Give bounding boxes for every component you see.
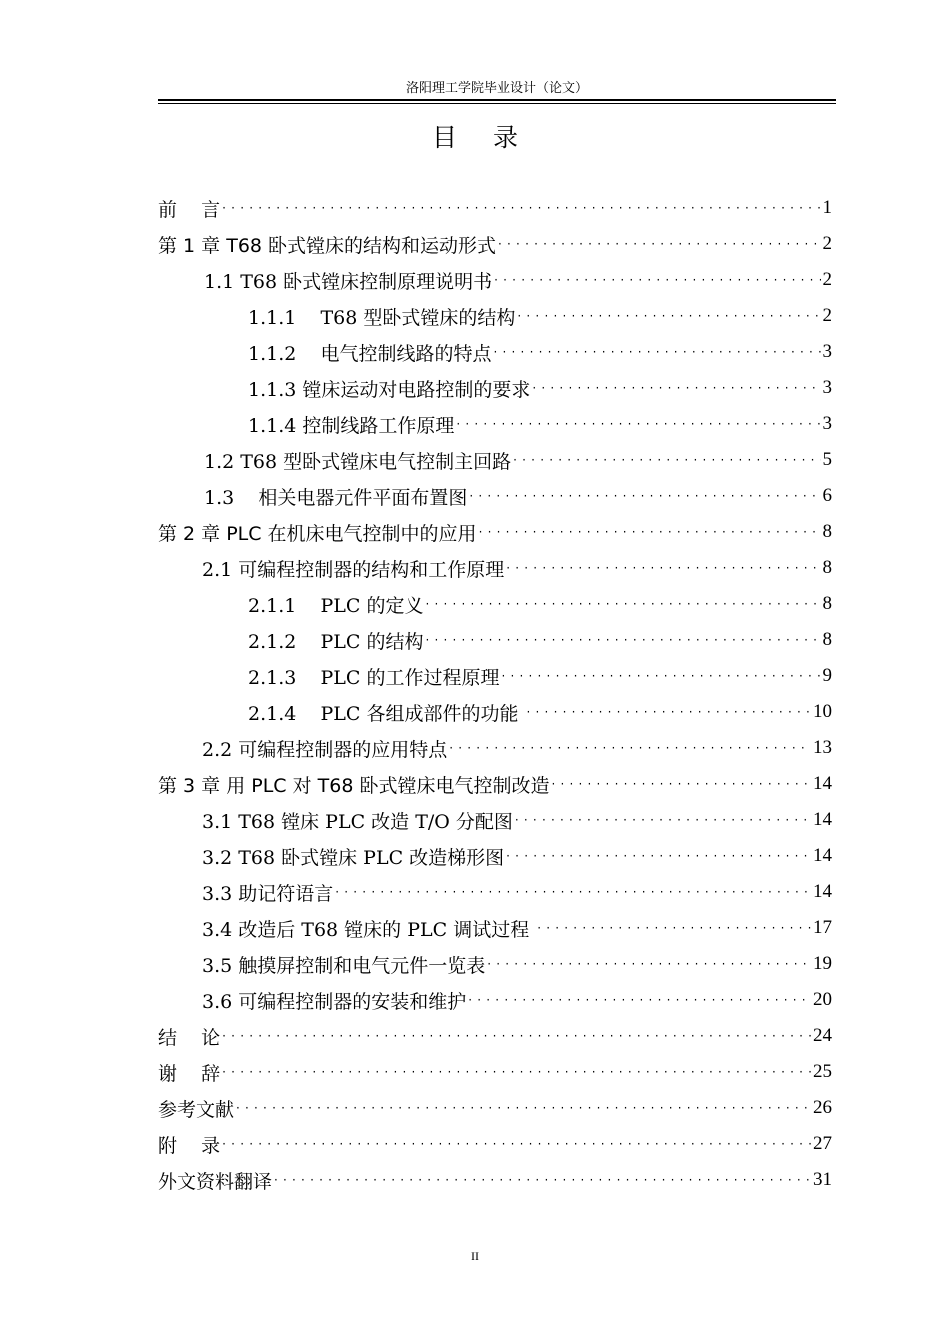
dot-leader (487, 946, 811, 982)
dot-leader (274, 1162, 811, 1198)
toc-entry-2-1-1[interactable] (158, 586, 832, 622)
dot-leader (425, 586, 820, 622)
dot-leader (517, 298, 820, 334)
toc-entry-page: 3 (822, 413, 832, 434)
toc-entry-page: 6 (822, 485, 832, 506)
toc-entry-label: 2.1 可编程控制器的结构和工作原理 (202, 558, 505, 581)
dot-leader (456, 406, 820, 442)
toc-entry-preface[interactable] (158, 190, 832, 226)
toc-entry-page: 5 (822, 449, 832, 470)
toc-entry-page: 8 (822, 629, 832, 650)
toc-entry-2-1-4[interactable] (158, 694, 832, 730)
toc-entry-3-3[interactable] (158, 874, 832, 910)
toc-entry-label: 3.6 可编程控制器的安装和维护 (202, 990, 467, 1013)
dot-leader (469, 478, 820, 514)
dot-leader (449, 730, 811, 766)
dot-leader (532, 370, 820, 406)
toc-entry-conclusion[interactable] (158, 1018, 832, 1054)
toc-entry-1-1-2[interactable] (158, 334, 832, 370)
toc-entry-label: 1.1.4 控制线路工作原理 (248, 414, 455, 437)
toc-entry-page: 3 (822, 377, 832, 398)
toc-entry-chapter-3[interactable] (158, 766, 832, 802)
running-header: 洛阳理工学院毕业设计（论文） (405, 81, 588, 96)
toc-entry-2-2[interactable] (158, 730, 832, 766)
toc-entry-page: 17 (813, 917, 832, 938)
toc-entry-label: 附 录 (158, 1134, 221, 1157)
toc-entry-page: 14 (813, 881, 832, 902)
header-rule-thick (158, 99, 836, 101)
toc-entry-2-1-3[interactable] (158, 658, 832, 694)
toc-entry-label: 3.4 改造后 T68 镗床的 PLC 调试过程 (202, 918, 536, 941)
toc-entry-1-1-4[interactable] (158, 406, 832, 442)
dot-leader (527, 694, 811, 730)
header-rule-thin (158, 103, 836, 104)
toc-entry-page: 27 (813, 1133, 832, 1154)
toc-entry-1-1[interactable] (158, 262, 832, 298)
toc-entry-page: 9 (822, 665, 832, 686)
toc-entry-3-4[interactable] (158, 910, 832, 946)
table-of-contents (158, 190, 832, 1198)
toc-entry-3-1[interactable] (158, 802, 832, 838)
dot-leader (551, 766, 811, 802)
toc-entry-page: 14 (813, 845, 832, 866)
dot-leader (494, 262, 820, 298)
toc-entry-1-2[interactable] (158, 442, 832, 478)
toc-entry-label: 1.1.3 镗床运动对电路控制的要求 (248, 378, 531, 401)
toc-entry-label: 外文资料翻译 (158, 1170, 273, 1193)
toc-entry-label: 3.2 T68 卧式镗床 PLC 改造梯形图 (202, 846, 505, 869)
toc-entry-page: 1 (822, 197, 832, 218)
dot-leader (425, 622, 820, 658)
toc-entry-label: 1.1.2 电气控制线路的特点 (248, 342, 492, 365)
dot-leader (236, 1090, 811, 1126)
toc-entry-page: 8 (822, 557, 832, 578)
toc-entry-label: 谢 辞 (158, 1062, 221, 1085)
toc-entry-label: 第 3 章 用 PLC 对 T68 卧式镗床电气控制改造 (158, 774, 550, 797)
toc-entry-page: 13 (813, 737, 832, 758)
toc-entry-page: 8 (822, 521, 832, 542)
dot-leader (498, 226, 820, 262)
toc-entry-translation[interactable] (158, 1162, 832, 1198)
toc-entry-label: 参考文献 (158, 1098, 235, 1121)
toc-entry-2-1-2[interactable] (158, 622, 832, 658)
toc-entry-label: 结 论 (158, 1026, 221, 1049)
toc-entry-appendix[interactable] (158, 1126, 832, 1162)
dot-leader (222, 1018, 811, 1054)
toc-entry-chapter-2[interactable] (158, 514, 832, 550)
toc-entry-1-3[interactable] (158, 478, 832, 514)
dot-leader (494, 334, 821, 370)
toc-title: 目 录 (432, 123, 532, 152)
page-number: II (471, 1249, 479, 1263)
toc-entry-3-2[interactable] (158, 838, 832, 874)
dot-leader (468, 982, 811, 1018)
toc-entry-label: 前 言 (158, 198, 221, 221)
toc-entry-page: 10 (813, 701, 832, 722)
toc-entry-label: 第 2 章 PLC 在机床电气控制中的应用 (158, 522, 477, 545)
toc-entry-page: 31 (813, 1169, 832, 1190)
toc-entry-label: 3.3 助记符语言 (202, 882, 334, 905)
toc-entry-label: 2.1.2 PLC 的结构 (248, 630, 424, 653)
toc-entry-label: 第 1 章 T68 卧式镗床的结构和运动形式 (158, 234, 497, 257)
toc-entry-chapter-1[interactable] (158, 226, 832, 262)
toc-entry-page: 25 (813, 1061, 832, 1082)
toc-entry-page: 24 (813, 1025, 832, 1046)
toc-entry-page: 2 (822, 305, 832, 326)
toc-entry-acknowledgements[interactable] (158, 1054, 832, 1090)
toc-entry-1-1-1[interactable] (158, 298, 832, 334)
toc-entry-label: 2.1.4 PLC 各组成部件的功能 (248, 702, 525, 725)
dot-leader (335, 874, 811, 910)
toc-entry-page: 14 (813, 773, 832, 794)
toc-entry-label: 2.1.1 PLC 的定义 (248, 594, 424, 617)
dot-leader (479, 514, 821, 550)
dot-leader (515, 802, 811, 838)
toc-entry-page: 19 (813, 953, 832, 974)
toc-entry-label: 1.3 相关电器元件平面布置图 (204, 486, 468, 509)
toc-entry-2-1[interactable] (158, 550, 832, 586)
dot-leader (501, 658, 820, 694)
toc-entry-label: 3.1 T68 镗床 PLC 改造 T/O 分配图 (202, 810, 513, 833)
toc-entry-1-1-3[interactable] (158, 370, 832, 406)
toc-entry-label: 3.5 触摸屏控制和电气元件一览表 (202, 954, 486, 977)
toc-entry-page: 26 (813, 1097, 832, 1118)
toc-entry-page: 2 (822, 269, 832, 290)
toc-entry-page: 20 (813, 989, 832, 1010)
toc-entry-label: 2.1.3 PLC 的工作过程原理 (248, 666, 500, 689)
toc-entry-label: 2.2 可编程控制器的应用特点 (202, 738, 448, 761)
toc-entry-page: 2 (822, 233, 832, 254)
dot-leader (506, 838, 811, 874)
toc-entry-3-5[interactable] (158, 946, 832, 982)
toc-entry-label: 1.1 T68 卧式镗床控制原理说明书 (204, 270, 493, 293)
toc-entry-page: 14 (813, 809, 832, 830)
toc-entry-page: 3 (822, 341, 832, 362)
toc-entry-3-6[interactable] (158, 982, 832, 1018)
toc-entry-page: 8 (822, 593, 832, 614)
dot-leader (506, 550, 820, 586)
toc-entry-label: 1.1.1 T68 型卧式镗床的结构 (248, 306, 516, 329)
dot-leader (222, 190, 820, 226)
dot-leader (222, 1126, 811, 1162)
toc-entry-label: 1.2 T68 型卧式镗床电气控制主回路 (204, 450, 512, 473)
dot-leader (222, 1054, 811, 1090)
toc-entry-references[interactable] (158, 1090, 832, 1126)
dot-leader (537, 910, 811, 946)
dot-leader (513, 442, 820, 478)
